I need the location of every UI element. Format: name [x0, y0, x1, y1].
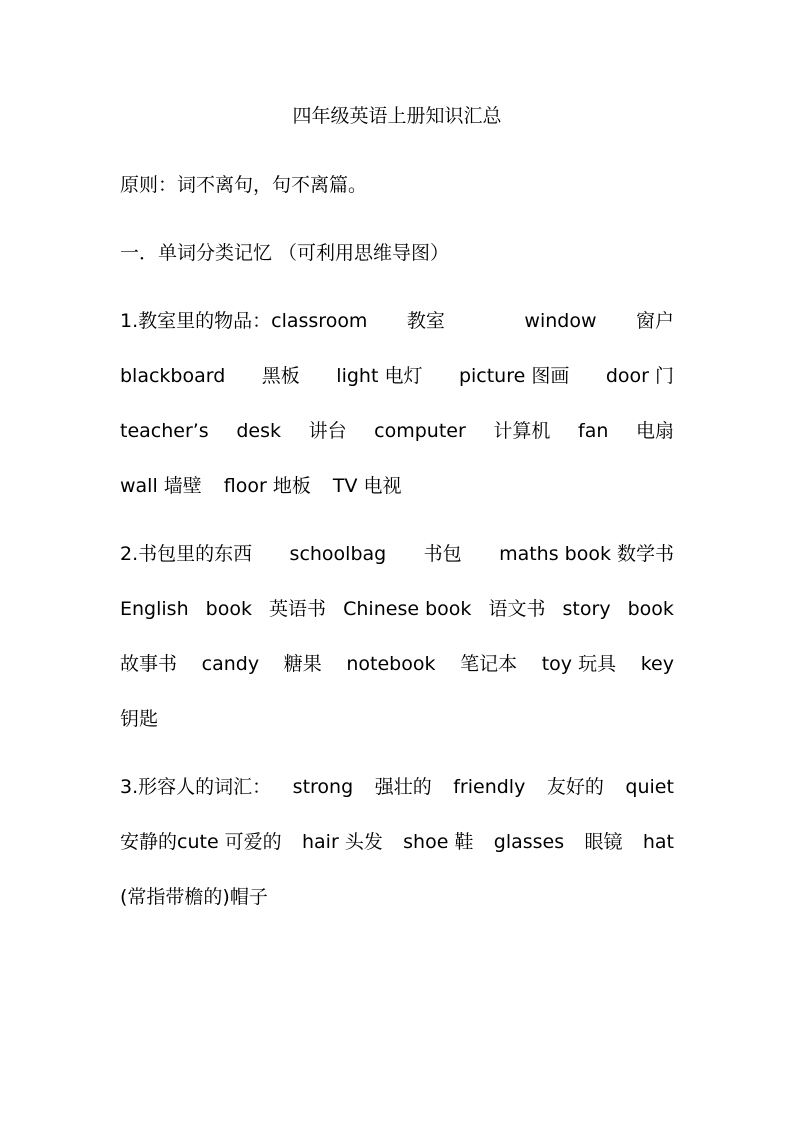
word: strong — [292, 776, 354, 798]
word: 讲台 — [308, 420, 347, 442]
word: 友好的 — [546, 776, 604, 798]
schoolbag-items-line-4: 钥匙 — [120, 708, 159, 730]
word: 1.教室里的物品：classroom — [120, 310, 368, 332]
describe-people-line-3: (常指带檐的)帽子 — [120, 886, 268, 908]
word: schoolbag — [289, 543, 387, 565]
word: teacher’s — [120, 420, 209, 442]
principle-line: 原则：词不离句，句不离篇。 — [120, 174, 368, 196]
section-heading: 一．单词分类记忆 （可利用思维导图） — [120, 242, 450, 264]
classroom-items-line-4 — [120, 472, 674, 500]
schoolbag-items-line-2 — [120, 595, 674, 623]
word: desk — [236, 420, 281, 442]
word: 安静的cute 可爱的 — [120, 831, 282, 853]
word: window — [524, 310, 597, 332]
word: floor 地板 — [223, 475, 311, 497]
word: 书包 — [423, 543, 462, 565]
word: 计算机 — [493, 420, 551, 442]
word: 教室 — [406, 310, 445, 332]
classroom-items-line-1 — [120, 307, 674, 335]
word: 英语书 — [269, 598, 327, 620]
word: candy — [201, 653, 260, 675]
word: 故事书 — [120, 653, 178, 675]
word: story — [562, 598, 611, 620]
word: wall 墙壁 — [120, 475, 202, 497]
word: 笔记本 — [460, 653, 518, 675]
word: 强壮的 — [374, 776, 432, 798]
word: book — [627, 598, 674, 620]
classroom-items-line-3 — [120, 417, 674, 445]
word: quiet — [625, 776, 674, 798]
word: door 门 — [605, 365, 674, 387]
describe-people-line-1 — [120, 773, 674, 801]
word: Chinese book — [343, 598, 472, 620]
word: picture 图画 — [458, 365, 570, 387]
word: toy 玩具 — [541, 653, 617, 675]
word: shoe 鞋 — [403, 831, 474, 853]
word: TV 电视 — [332, 475, 402, 497]
document-title: 四年级英语上册知识汇总 — [292, 105, 502, 127]
schoolbag-items-line-3 — [120, 650, 674, 678]
schoolbag-items-line-1 — [120, 540, 674, 568]
word: blackboard — [120, 365, 226, 387]
word: English — [120, 598, 189, 620]
word: fan — [578, 420, 609, 442]
word: 语文书 — [488, 598, 546, 620]
describe-people-line-2 — [120, 828, 674, 856]
word: 窗户 — [635, 310, 674, 332]
word: computer — [374, 420, 466, 442]
word: 糖果 — [283, 653, 322, 675]
classroom-items-line-2 — [120, 362, 674, 390]
word: 电扇 — [635, 420, 674, 442]
word: glasses — [493, 831, 565, 853]
word: hair 头发 — [302, 831, 383, 853]
word: 眼镜 — [584, 831, 623, 853]
word: hat — [642, 831, 674, 853]
word: key — [640, 653, 674, 675]
word: 黑板 — [261, 365, 300, 387]
word: notebook — [346, 653, 436, 675]
word: 2.书包里的东西 — [120, 543, 253, 565]
word: light 电灯 — [336, 365, 423, 387]
word: maths book 数学书 — [499, 543, 674, 565]
word: friendly — [453, 776, 526, 798]
word: 3.形容人的词汇： — [120, 776, 272, 798]
word: book — [205, 598, 252, 620]
